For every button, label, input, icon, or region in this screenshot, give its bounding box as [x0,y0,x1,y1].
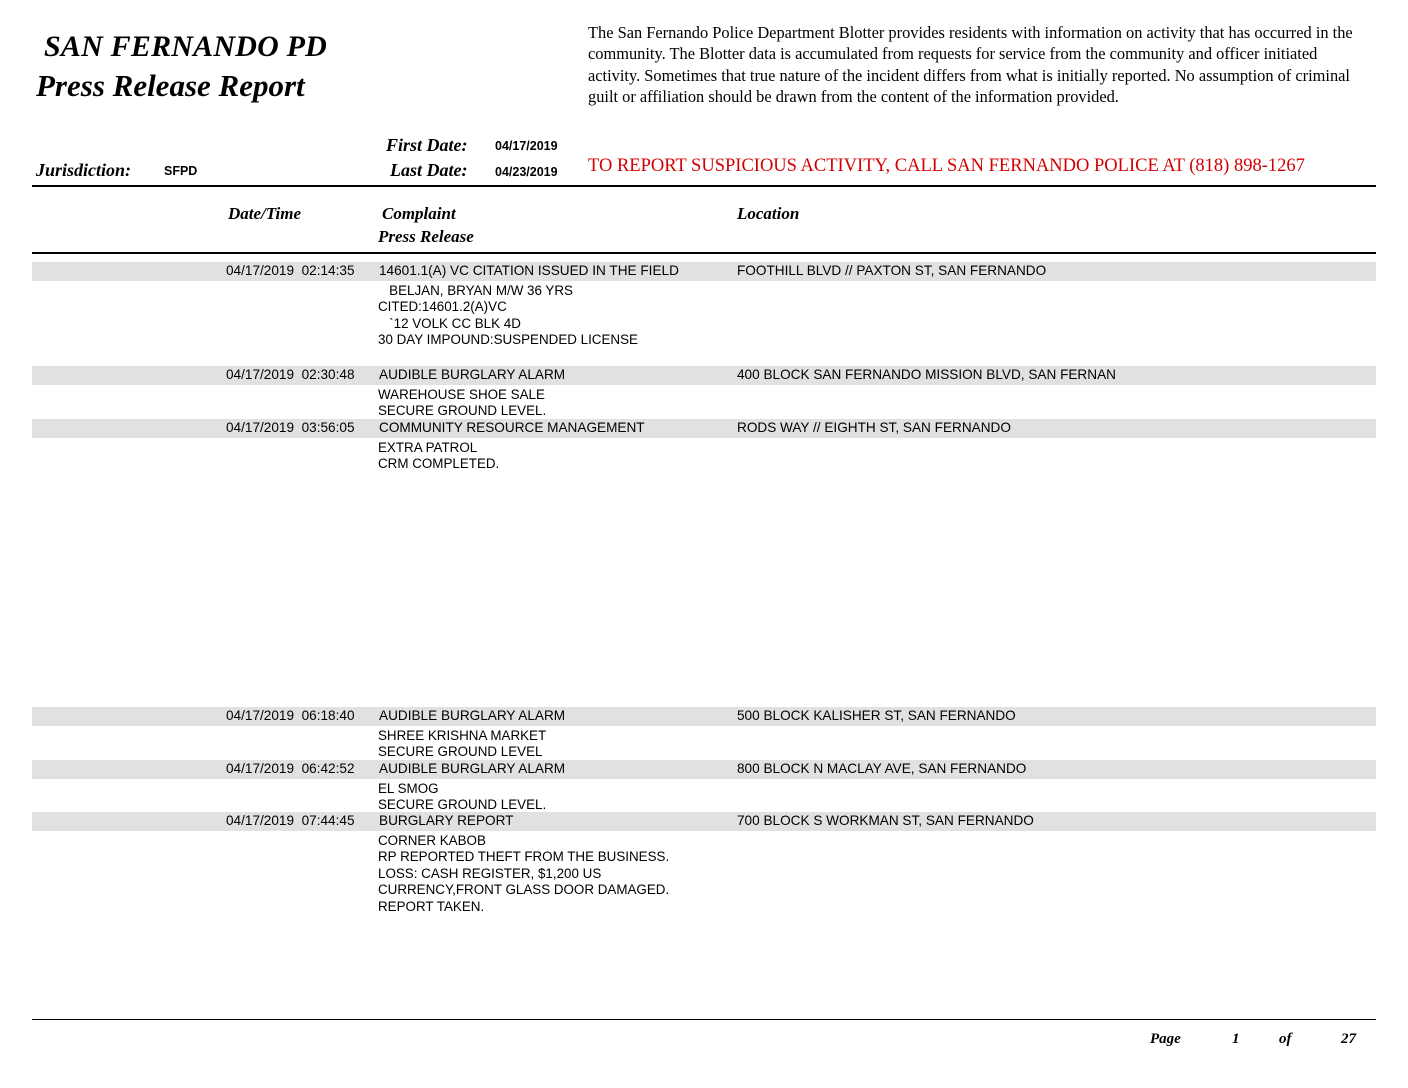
entry-complaint: AUDIBLE BURGLARY ALARM [379,367,566,382]
first-date-value: 04/17/2019 [495,139,558,153]
entry-datetime: 04/17/2019 03:56:05 [226,420,355,435]
press-release-line: EL SMOG [378,781,439,796]
entry-complaint: BURGLARY REPORT [379,813,514,828]
header-divider [32,185,1376,187]
press-release-line: SECURE GROUND LEVEL. [378,403,547,419]
column-header-divider [32,252,1376,254]
press-release-line: WAREHOUSE SHOE SALE [378,387,545,402]
last-date-label: Last Date: [390,160,468,180]
column-header-complaint: Complaint [382,204,456,223]
press-release-line: CRM COMPLETED. [378,456,500,472]
footer-divider [32,1019,1376,1020]
jurisdiction-value: SFPD [164,164,198,178]
of-label: of [1279,1031,1292,1047]
press-release-line: EXTRA PATROL [378,440,478,455]
entry-complaint: COMMUNITY RESOURCE MANAGEMENT [379,420,645,435]
entry-complaint: AUDIBLE BURGLARY ALARM [379,708,566,723]
last-date-value: 04/23/2019 [495,165,558,179]
entry-datetime: 04/17/2019 06:42:52 [226,761,355,776]
press-release-line: LOSS: CASH REGISTER, $1,200 US [378,865,602,881]
entry-datetime: 04/17/2019 02:14:35 [226,263,355,278]
entry-press-release [378,283,638,349]
entry-location: RODS WAY // EIGHTH ST, SAN FERNANDO [737,420,1011,435]
entry-datetime: 04/17/2019 02:30:48 [226,367,355,382]
entry-location: FOOTHILL BLVD // PAXTON ST, SAN FERNANDO [737,263,1047,278]
press-release-line: RP REPORTED THEFT FROM THE BUSINESS. [378,849,670,865]
press-release-line: SHREE KRISHNA MARKET [378,728,547,743]
press-release-line: CORNER KABOB [378,833,486,848]
press-release-line: SECURE GROUND LEVEL [378,744,543,760]
entry-press-release [378,440,499,473]
entry-datetime: 04/17/2019 07:44:45 [226,813,355,828]
entry-location: 800 BLOCK N MACLAY AVE, SAN FERNANDO [737,761,1027,776]
entry-press-release [378,833,669,915]
entry-complaint: AUDIBLE BURGLARY ALARM [379,761,566,776]
report-notice: TO REPORT SUSPICIOUS ACTIVITY, CALL SAN FERNANDO POLICE AT (818) 898-1267 [588,156,1305,176]
column-header-location: Location [737,204,800,223]
press-release-line: REPORT TAKEN. [378,898,485,914]
disclaimer-text: The San Fernando Police Department Blotter provides residents with information on activity that has occurred in the community. The Blotter data is accumulated from requests for service from the community and officer initiated activity. Sometimes that true nature of the incident differs from what is initially reported. No assumption of criminal guilt or affiliation should be drawn from the content of the information provided. [588,23,1353,107]
entry-datetime: 04/17/2019 06:18:40 [226,708,355,723]
entry-location: 700 BLOCK S WORKMAN ST, SAN FERNANDO [737,813,1034,828]
entry-location: 400 BLOCK SAN FERNANDO MISSION BLVD, SAN FERNAN [737,367,1116,382]
entry-location: 500 BLOCK KALISHER ST, SAN FERNANDO [737,708,1016,723]
press-release-line: `12 VOLK CC BLK 4D [378,315,521,331]
total-pages: 27 [1341,1031,1356,1047]
first-date-label: First Date: [386,135,468,155]
jurisdiction-label: Jurisdiction: [36,160,132,180]
report-title: Press Release Report [36,68,305,103]
press-release-line: BELJAN, BRYAN M/W 36 YRS [378,283,573,298]
page-label: Page [1150,1031,1181,1047]
column-header-press-release: Press Release [378,227,474,246]
column-header-datetime: Date/Time [228,204,302,223]
press-release-line: CURRENCY,FRONT GLASS DOOR DAMAGED. [378,882,670,898]
entry-complaint: 14601.1(A) VC CITATION ISSUED IN THE FIELD [379,263,679,278]
press-release-line: CITED:14601.2(A)VC [378,299,507,315]
page-number: 1 [1232,1031,1240,1047]
press-release-line: SECURE GROUND LEVEL. [378,797,547,813]
entry-press-release [378,781,546,814]
press-release-line: 30 DAY IMPOUND:SUSPENDED LICENSE [378,332,638,348]
agency-title: SAN FERNANDO PD [44,30,328,63]
entry-press-release [378,387,546,420]
entry-press-release [378,728,546,761]
